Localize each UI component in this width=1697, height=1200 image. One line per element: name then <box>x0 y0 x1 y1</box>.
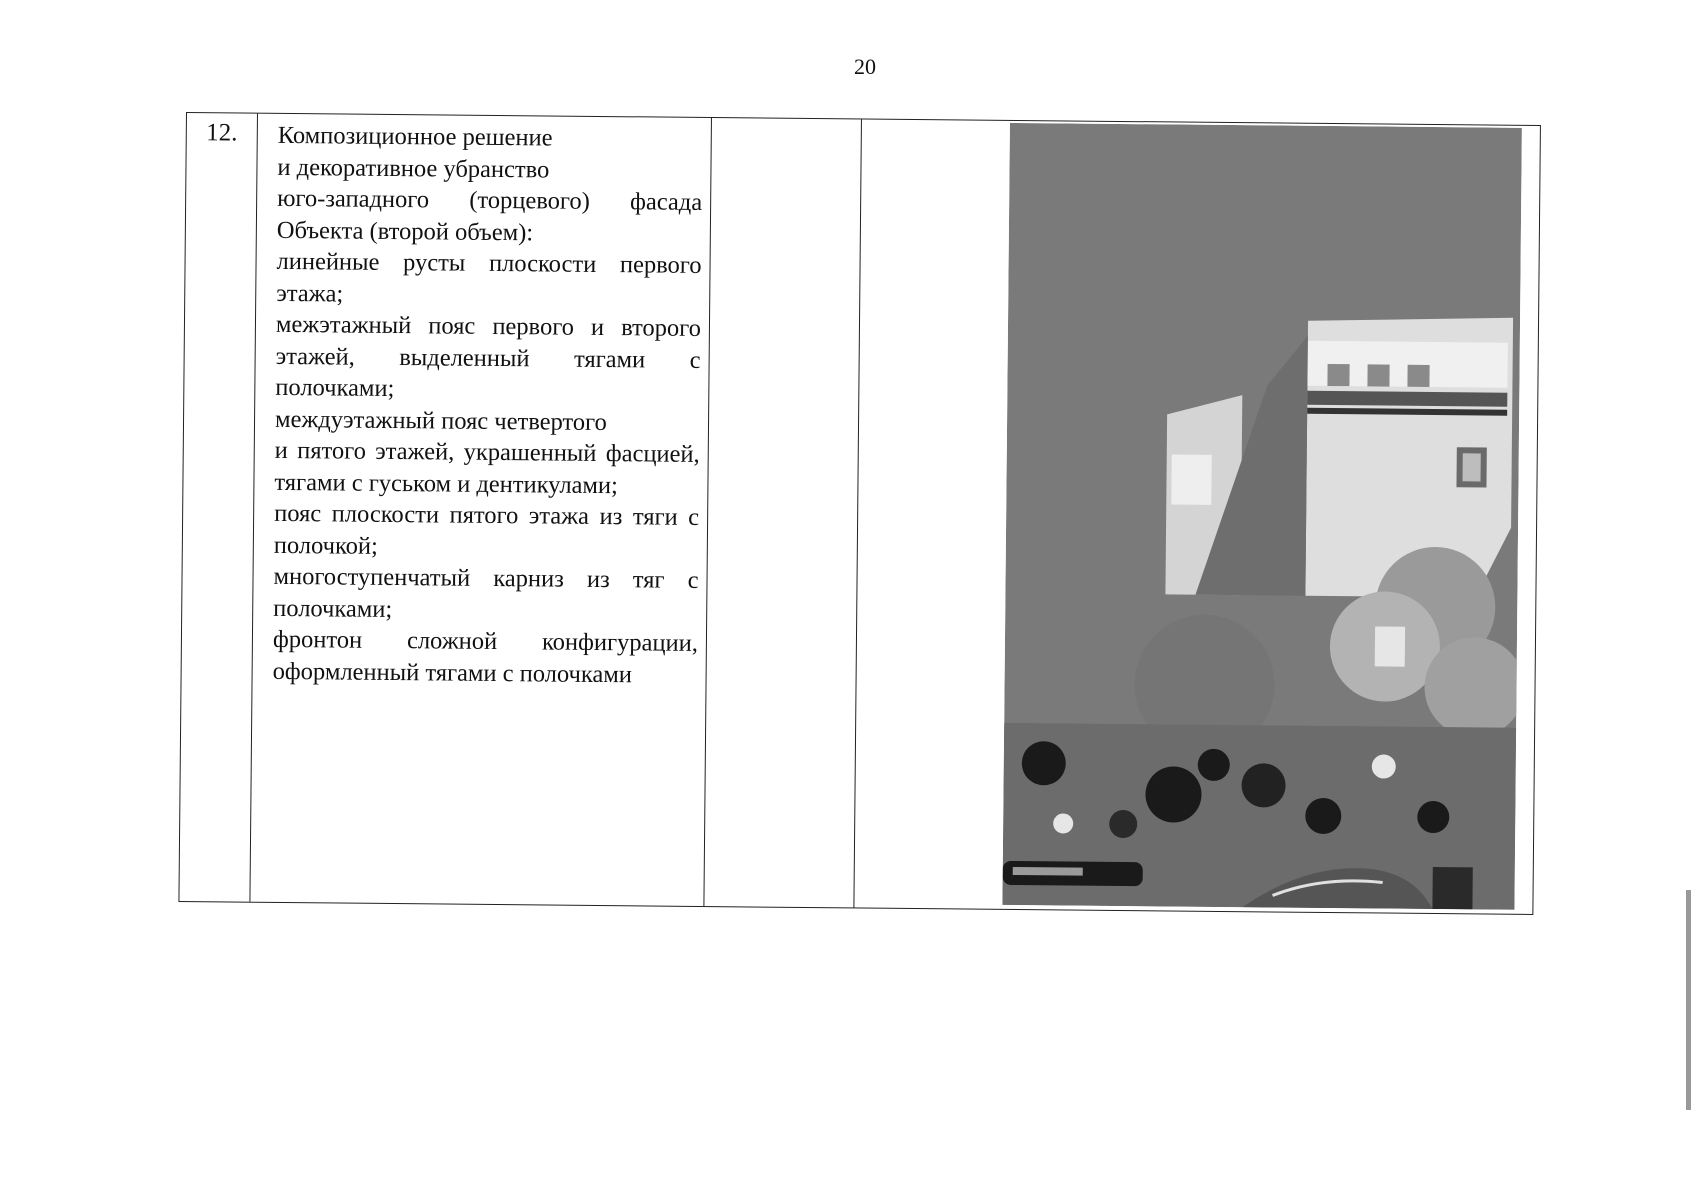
page-number: 20 <box>854 54 876 79</box>
description-line: межэтажный пояс первого и второго этажей, выделенный тягами с полочками; <box>275 310 702 403</box>
photo-cell <box>854 119 1540 913</box>
description-line: и декоративное убранство <box>277 153 550 183</box>
description-line: линейные русты плоскости первого этажа; <box>276 247 702 308</box>
description-line: пояс плоскости пятого этажа из тяги с полочкой; <box>273 499 700 560</box>
description-line: юго-западного (торцевого) фасада Объекта (второй объем): <box>276 184 703 246</box>
scan-edge-mark <box>1686 890 1691 1110</box>
description-line: многоступенчатый карниз из тяг с полочками; <box>273 562 699 623</box>
empty-cell <box>704 118 862 907</box>
description-line: фронтон сложной конфигурации, оформленный тягами с полочками <box>272 625 699 688</box>
facade-photo-icon <box>1002 123 1521 910</box>
description-line: Композиционное решение <box>277 121 553 152</box>
description-table <box>178 112 1541 915</box>
description-line: и пятого этажей, украшенный фасцией, тягами с гуськом и дентикулами; <box>274 436 700 499</box>
table-wrapper <box>178 112 1541 915</box>
description-cell <box>250 114 712 906</box>
row-number: 12. <box>179 113 258 902</box>
description-line: междуэтажный пояс четвертого <box>274 405 607 436</box>
